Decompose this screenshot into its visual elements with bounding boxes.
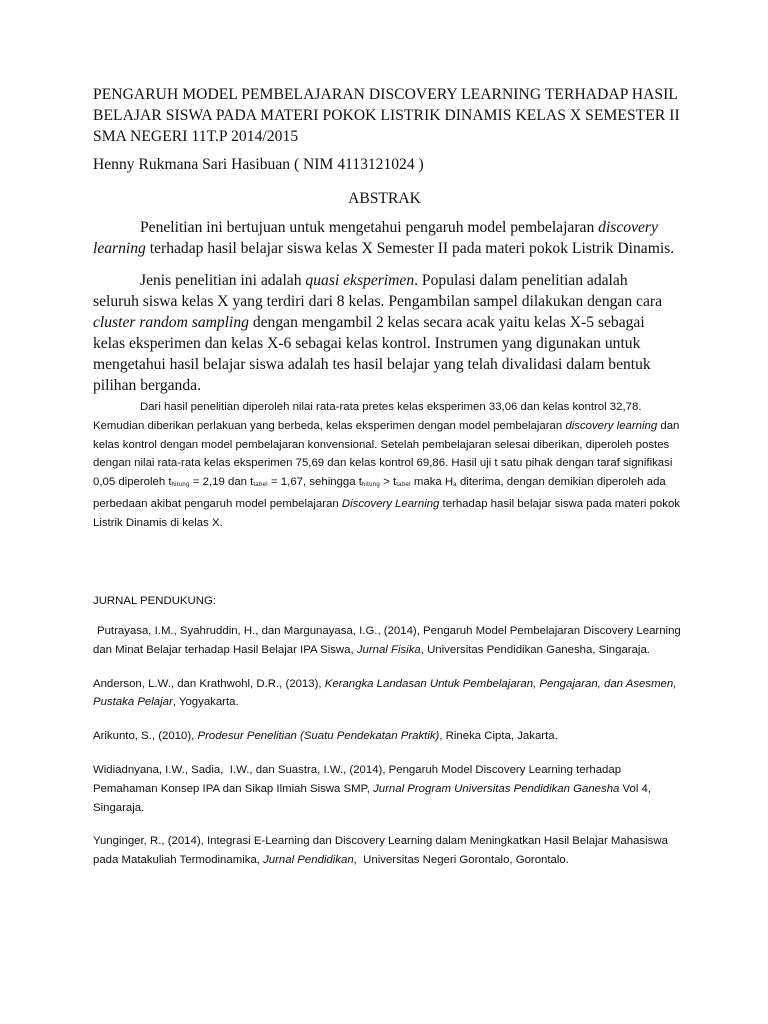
subscript: a [453, 482, 457, 489]
text-run: , Universitas Pendidikan Ganesha, Singaraja. [420, 643, 650, 656]
reference-item [93, 622, 683, 660]
references-list [93, 622, 683, 885]
text-run: diterima, dengan demikian diperoleh ada perbedaan akibat pengaruh model pembelajaran [93, 476, 669, 510]
text-run: terhadap hasil belajar siswa pada materi pokok Listrik Dinamis di kelas X. [93, 497, 684, 529]
text-run: , Universitas Negeri Gorontalo, Gorontalo. [353, 854, 569, 867]
reference-item [93, 727, 683, 746]
text-run: , Yogyakarta. [172, 696, 239, 709]
italic-term: Prodesur Penelitian (Suatu Pendekatan Praktik) [197, 730, 440, 743]
italic-term: Jurnal Pendidikan [263, 854, 354, 867]
text-run: dan kelas kontrol dengan model pembelajaran konvensional. Setelah pembelajaran selesai diberikan, diperoleh postes dengan nilai rata-rata kelas eksperimen 75,69 dan kelas kontrol 69,86. Hasil uji t satu pihak dengan taraf signifikasi 0,05 diperoleh t [93, 419, 683, 489]
author-line: Henny Rukmana Sari Hasibuan ( NIM 4113121024 ) [93, 156, 424, 173]
text-run: Anderson, L.W., dan Krathwohl, D.R., (2013), [93, 677, 325, 690]
text-run: = 1,67, sehingga t [267, 476, 362, 489]
subscript: hitung [361, 482, 381, 489]
italic-term: Kerangka Landasan Untuk Pembelajaran, Pengajaran, dan Asesmen, Pustaka Pelajar [93, 677, 677, 709]
text-run: > t [380, 476, 397, 489]
text-run: Jenis penelitian ini adalah [140, 272, 306, 289]
abstract-heading: ABSTRAK [348, 190, 421, 207]
text-run: , Rineka Cipta, Jakarta. [439, 730, 558, 743]
abstract-paragraph-3 [93, 398, 684, 533]
subscript: tabel [396, 482, 411, 489]
text-run: Widiadnyana, I.W., Sadia, I.W., dan Suastra, I.W., (2014), Pengaruh Model Discovery Learning terhadap Pemahaman Konsep IPA dan Sikap Ilmiah Siswa SMP, [93, 763, 625, 795]
text-run: = 2,19 dan t [189, 476, 254, 489]
italic-term: Jurnal Fisika [356, 643, 421, 656]
text-run: Putrayasa, I.M., Syahruddin, H., dan Margunayasa, I.G., (2014), Pengaruh Model Pembelajaran Discovery Learning dan Minat Belajar terhadap Hasil Belajar IPA Siswa, [93, 625, 684, 656]
reference-item [93, 675, 683, 713]
subscript: tabel [253, 482, 268, 489]
text-run: terhadap hasil belajar siswa kelas X Semester II pada materi pokok Listrik Dinamis. [145, 240, 675, 257]
text-run: Dari hasil penelitian diperoleh nilai rata-rata pretes kelas eksperimen 33,06 dan kelas kontrol 32,78. Kemudian diberikan perlakuan yang berbeda, kelas eksperimen dengan model pembelajaran [93, 401, 645, 432]
italic-term: Discovery Learning [341, 497, 440, 510]
reference-item [93, 832, 683, 870]
text-run: . Populasi dalam penelitian adalah seluruh siswa kelas X yang terdiri dari 8 kelas. Pengambilan sampel dilakukan dengan cara [93, 272, 666, 310]
reference-item [93, 761, 683, 817]
italic-term: quasi eksperimen [305, 272, 415, 289]
text-run: maka H [410, 476, 454, 489]
italic-term: discovery learning [565, 419, 658, 432]
text-run: Penelitian ini bertujuan untuk mengetahui pengaruh model pembelajaran [140, 219, 599, 236]
italic-term: cluster random sampling [93, 314, 249, 331]
document-title: PENGARUH MODEL PEMBELAJARAN DISCOVERY LEARNING TERHADAP HASIL BELAJAR SISWA PADA MATERI POKOK LISTRIK DINAMIS KELAS X SEMESTER II SMA NEGERI 11T.P 2014/2015 [93, 86, 680, 145]
abstract-paragraph-2 [93, 270, 676, 396]
subscript: hitung [171, 482, 190, 489]
abstract-paragraph-1 [93, 217, 676, 259]
italic-term: discovery learning [93, 219, 658, 257]
text-run: dengan mengambil 2 kelas secara acak yaitu kelas X-5 sebagai kelas eksperimen dan kelas X-6 sebagai kelas kontrol. Instrumen yang digunakan untuk mengetahui hasil belajar siswa adalah tes hasil belajar yang telah divalidasi dalam bentuk pilihan berganda. [93, 314, 655, 394]
text-run: Yunginger, R., (2014), Integrasi E-Learning dan Discovery Learning dalam Meningkatkan Hasil Belajar Mahasiswa pada Matakuliah Termodinamika, [93, 835, 672, 867]
text-run: Arikunto, S., (2010), [93, 730, 198, 743]
text-run: Vol 4, Singaraja. [93, 782, 655, 814]
references-heading: JURNAL PENDUKUNG: [93, 595, 216, 607]
italic-term: Jurnal Program Universitas Pendidikan Ganesha [373, 782, 620, 795]
